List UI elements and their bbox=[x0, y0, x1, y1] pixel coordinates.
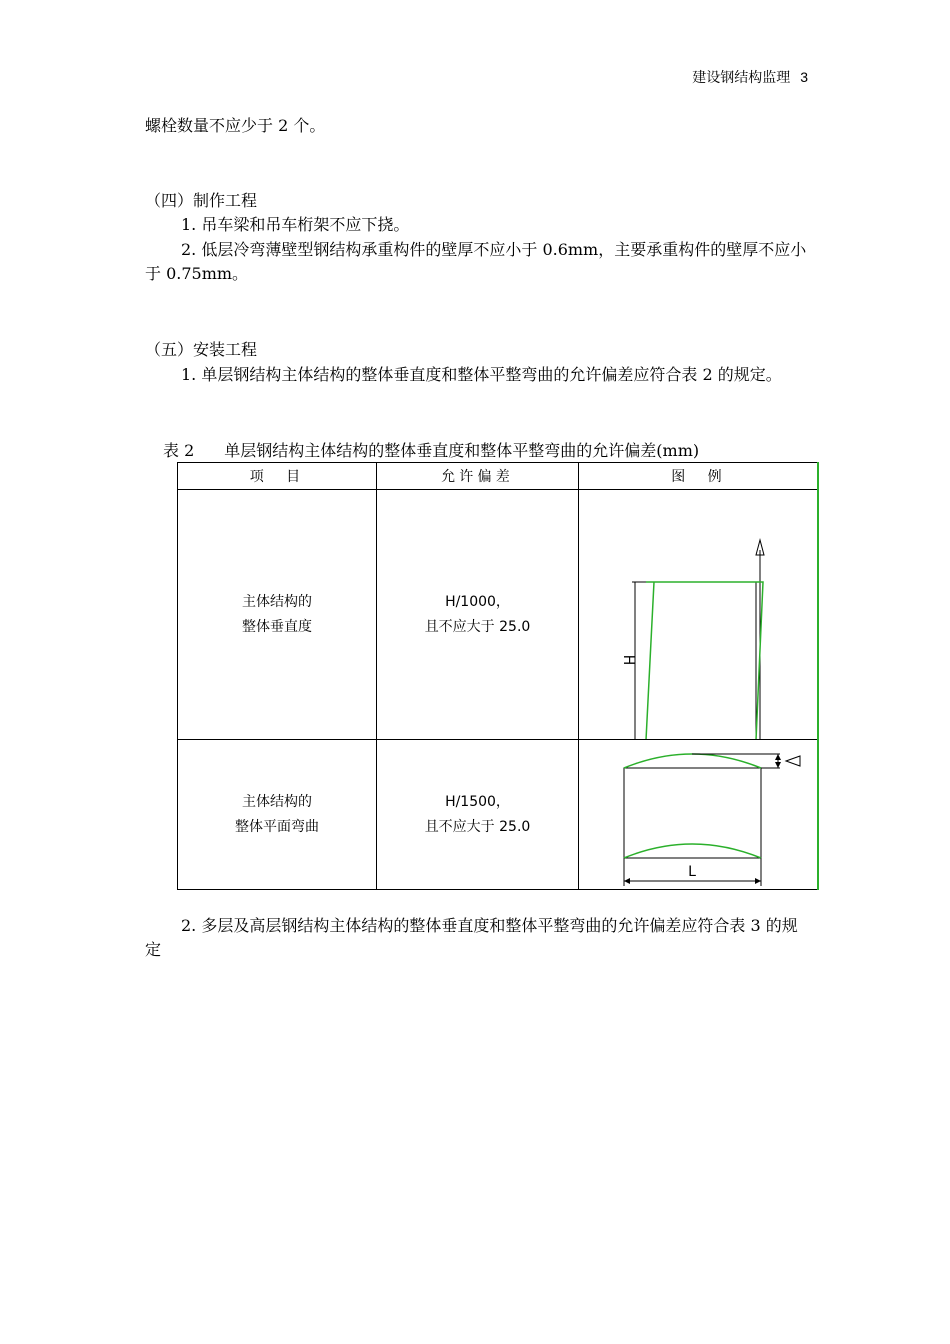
flatness-diagram bbox=[580, 740, 818, 889]
table-right-edge bbox=[817, 462, 819, 890]
table-header-row bbox=[178, 463, 819, 490]
para-bolts: 螺栓数量不应少于 2 个。 bbox=[145, 116, 326, 135]
verticality-diagram bbox=[580, 490, 818, 739]
header-tolerance: 允许偏差 bbox=[377, 463, 579, 490]
table-caption-no: 表 2 bbox=[163, 441, 195, 460]
table-row bbox=[178, 740, 819, 890]
tolerance-line1: H/1000， bbox=[445, 593, 510, 610]
page-header bbox=[600, 67, 808, 87]
header-figure: 图 例 bbox=[579, 463, 819, 490]
tolerance-cell bbox=[377, 740, 579, 890]
header-title: 建设钢结构监理 bbox=[692, 70, 791, 86]
item-line2: 整体平面弯曲 bbox=[235, 818, 319, 835]
tolerance-line1: H/1500， bbox=[445, 793, 510, 810]
item-cell bbox=[178, 740, 377, 890]
section4-heading: （四）制作工程 bbox=[145, 191, 258, 210]
header-item: 项 目 bbox=[178, 463, 377, 490]
section5-item-2: 2. 多层及高层钢结构主体结构的整体垂直度和整体平整弯曲的允许偏差应符合表 3 的规定 bbox=[145, 916, 798, 959]
section4-item-1: 1. 吊车梁和吊车桁架不应下挠。 bbox=[181, 215, 410, 234]
tolerance-line2: 且不应大于 25.0 bbox=[424, 618, 531, 635]
table-caption-title: 单层钢结构主体结构的整体垂直度和整体平整弯曲的允许偏差(mm) bbox=[224, 441, 700, 460]
item-cell bbox=[178, 490, 377, 740]
tolerance-line2: 且不应大于 25.0 bbox=[424, 818, 531, 835]
tolerance-cell bbox=[377, 490, 579, 740]
section5-item-1: 1. 单层钢结构主体结构的整体垂直度和整体平整弯曲的允许偏差应符合表 2 的规定。 bbox=[181, 365, 782, 384]
item-line1: 主体结构的 bbox=[242, 593, 312, 610]
table-row bbox=[178, 490, 819, 740]
figure-label-l: L bbox=[687, 864, 696, 880]
section5-heading: （五）安装工程 bbox=[145, 340, 258, 359]
table-caption bbox=[163, 438, 803, 461]
item-line1: 主体结构的 bbox=[242, 793, 312, 810]
section4-item-2: 2. 低层冷弯薄壁型钢结构承重构件的壁厚不应小于 0.6mm，主要承重构件的壁厚不应小于 0.75mm。 bbox=[145, 240, 807, 283]
item-line2: 整体垂直度 bbox=[242, 618, 312, 635]
page-number: 3 bbox=[800, 69, 808, 85]
figure-label-h: H bbox=[619, 654, 636, 666]
figure-cell bbox=[579, 490, 819, 740]
figure-cell bbox=[579, 740, 819, 890]
tolerance-table bbox=[177, 462, 819, 890]
